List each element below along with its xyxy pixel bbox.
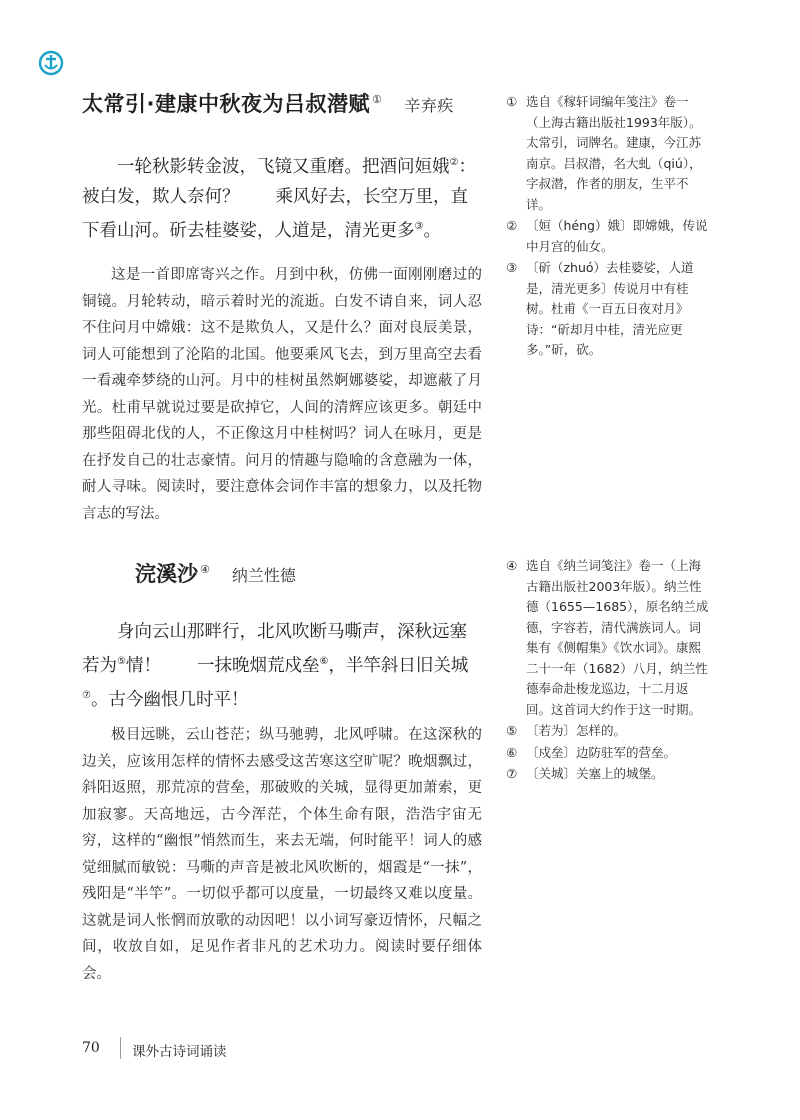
footnote-number: ③ xyxy=(506,260,518,275)
poem2-line2-c: 。古今幽恨几时平！ xyxy=(90,689,249,710)
footnote xyxy=(506,764,711,785)
poem2-line2-note-mark-b: ⑦ xyxy=(82,689,91,701)
book-title: 课外古诗词诵读 xyxy=(132,1044,227,1060)
poem2-line2-a: 一抹晚烟荒戍垒 xyxy=(196,655,320,676)
poem1-title: 太常引·建康中秋夜为吕叔潜赋 xyxy=(82,92,370,116)
poem2-verse xyxy=(82,617,482,715)
poem2-title: 浣溪沙 xyxy=(135,562,198,586)
poem2-title-note-mark: ④ xyxy=(200,563,210,576)
footnote-text: 〔若为〕怎样的。 xyxy=(526,723,627,738)
poem2-notes xyxy=(506,556,711,786)
poem2-line1-note-mark: ⑤ xyxy=(117,656,126,667)
poem2-text xyxy=(82,617,482,715)
footnote-text: 〔姮（héng）娥〕即嫦娥，传说中月宫的仙女。 xyxy=(526,218,708,254)
poem1-title-note-mark: ① xyxy=(371,93,383,106)
footnote-text: 〔斫（zhuó）去桂婆娑，人道是，清光更多〕传说月中有桂树。杜甫《一百五日夜对月》诗：“斫却月中桂，清光应更多。”斫，砍。 xyxy=(526,260,694,357)
poem1-notes xyxy=(506,92,711,362)
footnote-number: ⑤ xyxy=(506,723,518,738)
anchor-icon xyxy=(38,50,64,76)
poem1-commentary xyxy=(82,262,482,527)
footnote-number: ② xyxy=(506,218,518,233)
poem1-line1-b: ：被白发，欺人奈何？ xyxy=(82,156,476,207)
poem1-line1-note-mark: ② xyxy=(449,157,459,168)
poem1-title-line xyxy=(82,88,454,118)
footnote xyxy=(506,216,711,257)
page-number: 70 xyxy=(82,1040,100,1056)
poem1-line2-b: 。 xyxy=(423,220,441,241)
footnote-number: ⑥ xyxy=(506,744,518,760)
footnote-number: ① xyxy=(506,94,518,109)
footnote xyxy=(506,258,711,361)
footnote-text: 选自《纳兰词笺注》卷一（上海古籍出版社2003年版）。纳兰性德（1655—1685），原名纳兰成德，字容若，清代满族词人。词集有《侧帽集》《饮水词》。康熙二十一年（1682）八月，纳兰性德奉命赴梭龙巡边，十二月返回。这首词大约作于这一时期。 xyxy=(526,558,709,717)
poem2-line2-note-mark-a: ⑥ xyxy=(319,656,329,667)
footnote xyxy=(506,743,711,764)
footnote xyxy=(506,556,711,720)
poem1-line2-a: 乘风好去，长空万里，直下看山河。斫去桂婆娑，人道是，清光更多 xyxy=(82,186,468,241)
footnote-text: 〔关城〕关塞上的城堡。 xyxy=(526,766,664,781)
poem2-title-line xyxy=(135,558,296,588)
poem2-commentary xyxy=(82,722,482,987)
poem2-line1-b: 情！ xyxy=(125,655,161,676)
footnote-number: ④ xyxy=(506,558,518,573)
poem1-verse xyxy=(82,148,482,246)
poem2-line2-b: ，半竿斜日旧关城 xyxy=(328,655,469,676)
poem1-text xyxy=(82,148,482,246)
footnote-number: ⑦ xyxy=(506,766,518,781)
poem2-line1-a: 身向云山那畔行，北风吹断马嘶声，深秋远塞若为 xyxy=(82,622,467,676)
footnote-text: 选自《稼轩词编年笺注》卷一（上海古籍出版社1993年版）。太常引，词牌名。建康，今江苏南京。吕叔潜，名大虬（qiú），字叔潜，作者的朋友，生平不详。 xyxy=(526,94,702,212)
poem2-author: 纳兰性德 xyxy=(231,566,296,585)
poem1-line2-note-mark: ③ xyxy=(414,220,424,232)
poem1-author: 辛弃疾 xyxy=(404,96,454,115)
poem1-commentary-text: 这是一首即席寄兴之作。月到中秋，仿佛一面刚刚磨过的铜镜。月轮转动，暗示着时光的流逝。白发不请自来，词人忍不住问月中嫦娥：这不是欺负人，又是什么？面对良辰美景，词人可能想到了沦陷的北国。他要乘风飞去，到万里高空去看一看魂牵梦绕的山河。月中的桂树虽然婀娜婆娑，却遮蔽了月光。杜甫早就说过要是砍掉它，人间的清辉应该更多。朝廷中那些阻碍北伐的人，不正像这月中桂树吗？词人在咏月，更是在抒发自己的壮志豪情。问月的情趣与隐喻的含意融为一体，耐人寻味。阅读时，要注意体会词作丰富的想象力，以及托物言志的写法。 xyxy=(82,267,482,522)
footnote-text: 〔戍垒〕边防驻军的营垒。 xyxy=(526,744,677,760)
footer-divider xyxy=(120,1037,121,1059)
footnote xyxy=(506,92,711,215)
poem2-commentary-text: 极目远眺，云山苍茫；纵马驰骋，北风呼啸。在这深秋的边关，应该用怎样的情怀去感受这苦寒这空旷呢？晚烟飘过，斜阳返照，那荒凉的营垒，那破败的关城，显得更加萧索，更加寂寥。天高地远，古今浑茫，个体生命有限，浩浩宇宙无穷，这样的“幽恨”悄然而生，来去无端，何时能平！词人的感觉细腻而敏锐：马嘶的声音是被北风吹断的，烟霞是“一抹”，残阳是“半竿”。一切似乎都可以度量，一切最终又难以度量。这就是词人怅惘而放歌的动因吧！以小词写豪迈情怀，尺幅之间，收放自如，足见作者非凡的艺术功力。阅读时要仔细体会。 xyxy=(82,727,482,982)
footnote xyxy=(506,721,711,742)
poem1-line1-a: 一轮秋影转金波，飞镜又重磨。把酒问姮娥 xyxy=(117,156,450,177)
